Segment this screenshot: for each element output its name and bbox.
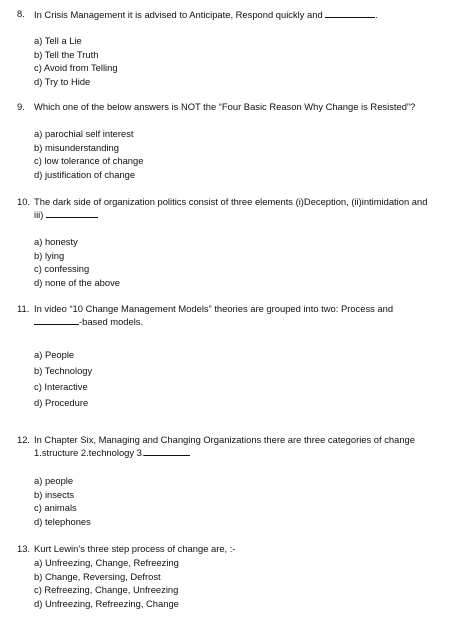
option-b: b) Technology: [34, 365, 93, 376]
question-12-line-2: 1.structure 2.technology 3.: [34, 447, 145, 458]
option-c: c) animals: [34, 502, 77, 514]
question-number: 12.: [17, 434, 31, 445]
question-8-options: [34, 35, 118, 89]
option-b: b) Tell the Truth: [34, 48, 99, 60]
option-d: d) Try to Hide: [34, 75, 91, 87]
question-13: [17, 543, 469, 555]
question-11-options: [34, 349, 92, 413]
option-a: a) honesty: [34, 236, 78, 247]
question-10-continuation: [17, 208, 469, 221]
option-a: a) Tell a Lie: [34, 35, 82, 46]
question-12-line-1: In Chapter Six, Managing and Changing Organizations there are three categories of change: [34, 434, 415, 445]
option-c: c) Avoid from Telling: [34, 62, 118, 74]
option-b: b) insects: [34, 488, 75, 500]
question-9-line-1: Which one of the below answers is NOT the “Four Basic Reason Why Change is Resisted”?: [34, 101, 416, 112]
question-12-continuation: [17, 446, 469, 459]
question-12-options: [34, 475, 91, 529]
option-a: a) Unfreezing, Change, Refreezing: [34, 557, 179, 568]
question-number: 13.: [17, 543, 31, 554]
answer-blank: [144, 446, 190, 456]
question-10-text: [17, 196, 469, 208]
option-c: c) Refreezing, Change, Unfreezing: [34, 584, 179, 596]
question-11-line-1: In video “10 Change Management Models” theories are grouped into two: Process and: [34, 303, 394, 314]
question-10-line-2: iii): [34, 209, 44, 220]
question-number: 9.: [17, 101, 25, 112]
question-number: 11.: [17, 303, 30, 314]
question-11: [17, 303, 469, 328]
question-9-options: [34, 128, 143, 182]
option-b: b) lying: [34, 249, 65, 261]
option-a: a) people: [34, 475, 74, 486]
question-8: [17, 8, 469, 21]
option-c: c) Interactive: [34, 381, 88, 392]
option-c: c) low tolerance of change: [34, 155, 144, 167]
question-number: 10.: [17, 196, 31, 207]
option-d: d) Procedure: [34, 397, 89, 408]
question-10-line-1: The dark side of organization politics consist of three elements (i)Deception, (ii)intimidation and: [34, 196, 428, 207]
option-b: b) misunderstanding: [34, 141, 119, 153]
question-10: [17, 196, 469, 221]
question-9-text: [17, 101, 469, 113]
question-11-text: [17, 303, 469, 315]
question-8-line-1: In Crisis Management it is advised to Anticipate, Respond quickly and: [34, 9, 323, 20]
question-8-line-2: .: [375, 9, 378, 20]
question-8-text: [17, 8, 469, 21]
question-10-options: [34, 236, 120, 290]
question-13-text: [17, 543, 469, 555]
answer-blank: [34, 315, 79, 325]
option-d: d) justification of change: [34, 168, 136, 180]
option-a: a) People: [34, 349, 75, 360]
question-11-continuation: [17, 315, 469, 328]
answer-blank: [46, 208, 98, 218]
question-9: [17, 101, 469, 113]
option-c: c) confessing: [34, 263, 90, 275]
option-d: d) Unfreezing, Refreezing, Change: [34, 597, 179, 609]
question-12-text: [17, 434, 469, 446]
question-13-options: [34, 557, 179, 611]
option-d: d) none of the above: [34, 276, 121, 288]
option-b: b) Change, Reversing, Defrost: [34, 570, 161, 582]
question-number: 8.: [17, 8, 25, 19]
option-a: a) parochial self interest: [34, 128, 134, 139]
question-13-line-1: Kurt Lewin’s three step process of change are, :-: [34, 543, 236, 554]
question-12: [17, 434, 469, 459]
option-d: d) telephones: [34, 515, 91, 527]
question-11-line-2: -based models.: [79, 316, 144, 327]
answer-blank: [325, 8, 375, 18]
